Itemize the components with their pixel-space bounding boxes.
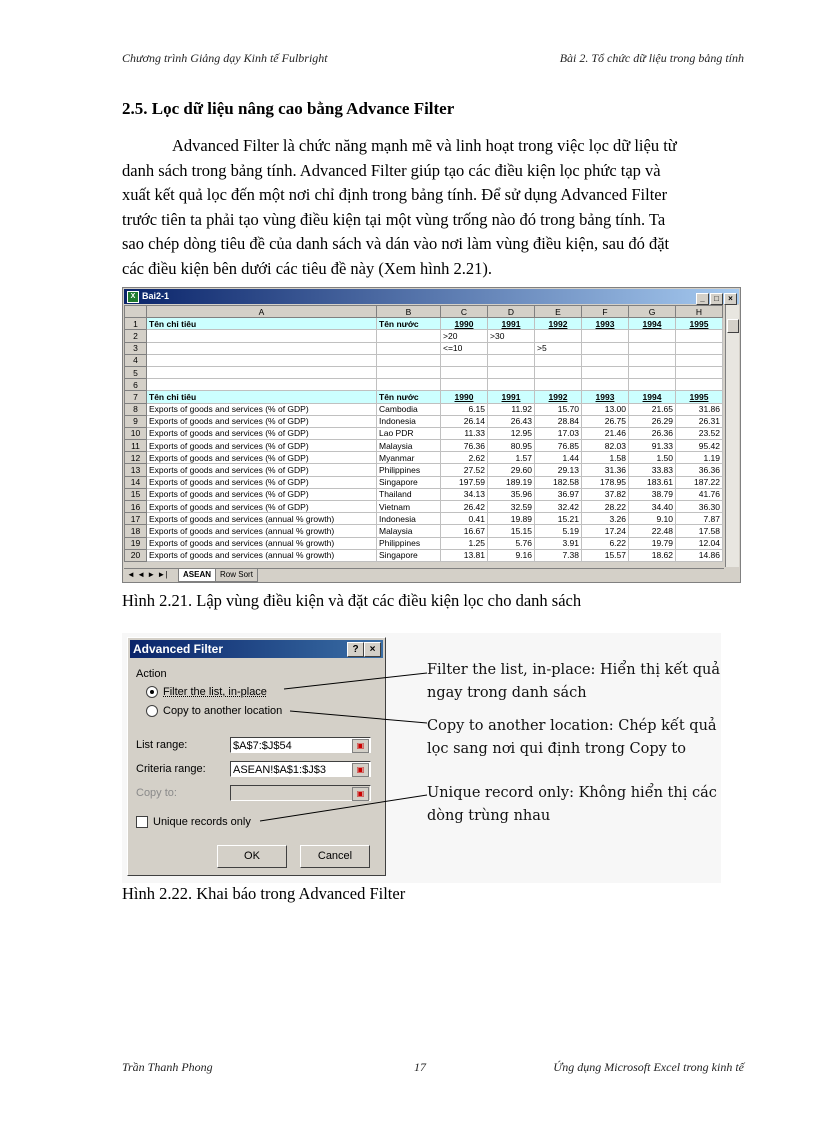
unique-records-label: Unique records only [153, 816, 251, 828]
help-button[interactable]: ? [347, 642, 364, 657]
sheet-cell[interactable]: 197.59 [441, 476, 488, 488]
row-header[interactable]: 1 [125, 318, 147, 330]
sheet-cell[interactable]: Singapore [377, 476, 441, 488]
sheet-cell[interactable]: Exports of goods and services (% of GDP) [147, 488, 377, 500]
figure-caption-2: Hình 2.22. Khai báo trong Advanced Filter [122, 884, 406, 903]
row-header[interactable]: 17 [125, 513, 147, 525]
sheet-cell[interactable]: 182.58 [535, 476, 582, 488]
sheet-cell[interactable]: 1.58 [582, 452, 629, 464]
sheet-cell[interactable]: 13.00 [582, 403, 629, 415]
sheet-row [125, 330, 723, 342]
sheet-cell[interactable] [629, 342, 676, 354]
sheet-cell[interactable]: 11.33 [441, 427, 488, 439]
annotation-3-line2: dòng trùng nhau [427, 808, 551, 824]
sheet-cell[interactable] [535, 366, 582, 378]
sheet-cell[interactable]: 27.52 [441, 464, 488, 476]
sheet-cell[interactable]: Thailand [377, 488, 441, 500]
body-paragraph [122, 134, 742, 281]
sheet-cell[interactable]: 6.15 [441, 403, 488, 415]
sheet-cell[interactable] [535, 379, 582, 391]
sheet-cell[interactable] [629, 379, 676, 391]
header-right: Bài 2. Tổ chức dữ liệu trong bảng tính [559, 51, 744, 65]
column-header-e[interactable]: E [535, 306, 582, 318]
sheet-cell[interactable]: 0.41 [441, 513, 488, 525]
sheet-cell[interactable] [488, 354, 535, 366]
sheet-cell[interactable] [582, 366, 629, 378]
sheet-cell[interactable]: 1.19 [676, 452, 723, 464]
sheet-row [125, 464, 723, 476]
sheet-row [125, 476, 723, 488]
sheet-cell[interactable] [377, 342, 441, 354]
radio-copy-label: Copy to another location [163, 705, 283, 717]
sheet-cell[interactable] [147, 366, 377, 378]
sheet-cell[interactable]: Singapore [377, 549, 441, 561]
sheet-cell[interactable]: 189.19 [488, 476, 535, 488]
sheet-cell[interactable]: Vietnam [377, 501, 441, 513]
sheet-cell[interactable]: 33.83 [629, 464, 676, 476]
footer-book-title: Ứng dụng Microsoft Excel trong kinh tế [553, 1060, 744, 1074]
sheet-cell[interactable]: 26.43 [488, 415, 535, 427]
paragraph-line: sao chép dòng tiêu đề của danh sách và dán vào nơi làm vùng điều kiện, sau đó đặt [122, 234, 670, 253]
paragraph-line: Advanced Filter là chức năng mạnh mẽ và linh hoạt trong việc lọc dữ liệu từ [172, 136, 677, 155]
sheet-cell[interactable]: 29.60 [488, 464, 535, 476]
sheet-cell[interactable]: 1990 [441, 391, 488, 403]
sheet-cell[interactable]: Exports of goods and services (annual % growth) [147, 549, 377, 561]
sheet-cell[interactable]: 18.62 [629, 549, 676, 561]
sheet-cell[interactable]: Exports of goods and services (% of GDP) [147, 464, 377, 476]
list-range-label: List range: [136, 739, 188, 751]
action-group-label: Action [136, 668, 167, 680]
sheet-cell[interactable]: 17.24 [582, 525, 629, 537]
sheet-row [125, 342, 723, 354]
sheet-cell[interactable]: 15.21 [535, 513, 582, 525]
sheet-cell[interactable]: 32.59 [488, 501, 535, 513]
sheet-cell[interactable]: Exports of goods and services (% of GDP) [147, 403, 377, 415]
sheet-cell[interactable]: >30 [488, 330, 535, 342]
sheet-cell[interactable]: 37.82 [582, 488, 629, 500]
column-header-h[interactable]: H [676, 306, 723, 318]
sheet-cell[interactable]: 1994 [629, 318, 676, 330]
sheet-row [125, 501, 723, 513]
sheet-cell[interactable] [147, 354, 377, 366]
row-header[interactable]: 18 [125, 525, 147, 537]
sheet-cell[interactable]: Malaysia [377, 440, 441, 452]
sheet-cell[interactable]: Indonesia [377, 513, 441, 525]
dialog-close-button[interactable]: × [364, 642, 381, 657]
tab-asean[interactable]: ASEAN [178, 569, 216, 582]
sheet-cell[interactable]: 5.19 [535, 525, 582, 537]
dialog-title: Advanced Filter [133, 642, 224, 656]
sheet-cell[interactable]: 1992 [535, 391, 582, 403]
sheet-cell[interactable]: 29.13 [535, 464, 582, 476]
sheet-cell[interactable]: <=10 [441, 342, 488, 354]
sheet-cell[interactable]: Tên chỉ tiêu [147, 391, 377, 403]
criteria-range-label: Criteria range: [136, 763, 206, 775]
sheet-row [125, 537, 723, 549]
sheet-cell[interactable]: 34.40 [629, 501, 676, 513]
collapse-dialog-icon[interactable]: ▣ [352, 787, 369, 801]
sheet-cell[interactable]: Exports of goods and services (annual % growth) [147, 525, 377, 537]
sheet-cell[interactable]: 31.86 [676, 403, 723, 415]
row-header[interactable]: 10 [125, 427, 147, 439]
sheet-cell[interactable]: 26.42 [441, 501, 488, 513]
sheet-cell[interactable]: 76.36 [441, 440, 488, 452]
close-button[interactable]: × [724, 293, 737, 305]
sheet-row [125, 488, 723, 500]
sheet-row [125, 427, 723, 439]
column-header-g[interactable]: G [629, 306, 676, 318]
sheet-cell[interactable]: 12.04 [676, 537, 723, 549]
sheet-row [125, 549, 723, 561]
sheet-cell[interactable]: Lao PDR [377, 427, 441, 439]
sheet-cell[interactable]: 11.92 [488, 403, 535, 415]
sheet-cell[interactable] [676, 342, 723, 354]
sheet-cell[interactable] [535, 354, 582, 366]
sheet-cell[interactable] [676, 354, 723, 366]
sheet-cell[interactable]: Tên nước [377, 318, 441, 330]
sheet-row [125, 440, 723, 452]
sheet-cell[interactable]: 1.50 [629, 452, 676, 464]
column-header-a[interactable]: A [147, 306, 377, 318]
sheet-cell[interactable]: Exports of goods and services (% of GDP) [147, 427, 377, 439]
sheet-cell[interactable] [441, 366, 488, 378]
sheet-cell[interactable] [676, 379, 723, 391]
sheet-cell[interactable] [629, 354, 676, 366]
sheet-cell[interactable]: 21.65 [629, 403, 676, 415]
tab-row-sort[interactable]: Row Sort [215, 569, 258, 582]
sheet-cell[interactable]: 6.22 [582, 537, 629, 549]
footer-page-number: 17 [414, 1060, 426, 1074]
annotation-line-2 [290, 711, 427, 723]
sheet-cell[interactable]: Philippines [377, 537, 441, 549]
sheet-cell[interactable] [582, 379, 629, 391]
sheet-cell[interactable]: 5.76 [488, 537, 535, 549]
sheet-cell[interactable]: 22.48 [629, 525, 676, 537]
sheet-cell[interactable]: 12.95 [488, 427, 535, 439]
annotation-line-1 [284, 673, 427, 689]
sheet-cell[interactable]: 28.22 [582, 501, 629, 513]
sheet-cell[interactable]: 26.36 [629, 427, 676, 439]
sheet-cell[interactable]: 1990 [441, 318, 488, 330]
sheet-cell[interactable]: 9.10 [629, 513, 676, 525]
sheet-cell[interactable] [535, 330, 582, 342]
sheet-cell[interactable]: 23.52 [676, 427, 723, 439]
sheet-cell[interactable]: 26.75 [582, 415, 629, 427]
sheet-cell[interactable] [147, 379, 377, 391]
paragraph-line: các điều kiện bên dưới các tiêu đề này (Xem hình 2.21). [122, 258, 492, 278]
sheet-cell[interactable]: 1.25 [441, 537, 488, 549]
sheet-cell[interactable]: 36.97 [535, 488, 582, 500]
sheet-cell[interactable]: 3.91 [535, 537, 582, 549]
sheet-cell[interactable]: Exports of goods and services (% of GDP) [147, 501, 377, 513]
spreadsheet-titlebar [124, 289, 739, 304]
row-header[interactable]: 12 [125, 452, 147, 464]
row-header[interactable]: 8 [125, 403, 147, 415]
sheet-cell[interactable]: 28.84 [535, 415, 582, 427]
sheet-cell[interactable]: Exports of goods and services (% of GDP) [147, 415, 377, 427]
list-range-value: $A$7:$J$54 [233, 740, 292, 752]
sheet-cell[interactable]: 17.58 [676, 525, 723, 537]
sheet-cell[interactable]: 3.26 [582, 513, 629, 525]
sheet-cell[interactable]: 91.33 [629, 440, 676, 452]
sheet-row [125, 318, 723, 330]
sheet-cell[interactable]: 1995 [676, 318, 723, 330]
sheet-cell[interactable] [582, 342, 629, 354]
annotation-2-line2: lọc sang nơi qui định trong Copy to [427, 741, 686, 757]
annotation-1-line2: ngay trong danh sách [427, 685, 587, 701]
sheet-row [125, 379, 723, 391]
sheet-cell[interactable]: Tên nước [377, 391, 441, 403]
row-header[interactable]: 19 [125, 537, 147, 549]
sheet-cell[interactable]: 13.81 [441, 549, 488, 561]
sheet-cell[interactable]: Malaysia [377, 525, 441, 537]
paragraph-line: xuất kết quả lọc đến một nơi chỉ định trong bảng tính. Để sử dụng Advanced Filter [122, 185, 668, 204]
paragraph-line: danh sách trong bảng tính. Advanced Filter giúp tạo các điều kiện lọc phức tạp và [122, 160, 661, 180]
sheet-cell[interactable] [676, 330, 723, 342]
sheet-cell[interactable]: 26.29 [629, 415, 676, 427]
sheet-cell[interactable]: 15.15 [488, 525, 535, 537]
sheet-cell[interactable]: 187.22 [676, 476, 723, 488]
radio-filter-label: Filter the list, in-place [163, 686, 267, 698]
collapse-dialog-icon[interactable]: ▣ [352, 739, 369, 753]
vertical-scrollbar[interactable] [725, 305, 739, 567]
sheet-cell[interactable]: Exports of goods and services (annual % growth) [147, 537, 377, 549]
sheet-cell[interactable] [582, 354, 629, 366]
sheet-cell[interactable]: 1993 [582, 391, 629, 403]
sheet-cell[interactable] [629, 330, 676, 342]
sheet-cell[interactable]: 16.67 [441, 525, 488, 537]
sheet-cell[interactable] [377, 379, 441, 391]
sheet-cell[interactable] [147, 342, 377, 354]
sheet-cell[interactable]: 26.31 [676, 415, 723, 427]
row-header[interactable]: 3 [125, 342, 147, 354]
sheet-cell[interactable]: 1992 [535, 318, 582, 330]
collapse-dialog-icon[interactable]: ▣ [352, 763, 369, 777]
sheet-row [125, 403, 723, 415]
sheet-cell[interactable] [441, 354, 488, 366]
scroll-thumb[interactable] [727, 319, 739, 333]
sheet-cell[interactable]: 1995 [676, 391, 723, 403]
sheet-cell[interactable]: Philippines [377, 464, 441, 476]
sheet-cell[interactable]: 36.36 [676, 464, 723, 476]
annotation-2-line1: Copy to another location: Chép kết quả [427, 718, 717, 734]
sheet-cell[interactable]: 17.03 [535, 427, 582, 439]
column-header-d[interactable]: D [488, 306, 535, 318]
sheet-cell[interactable]: 34.13 [441, 488, 488, 500]
figure-caption-1: Hình 2.21. Lập vùng điều kiện và đặt các điều kiện lọc cho danh sách [122, 591, 582, 610]
sheet-cell[interactable] [377, 366, 441, 378]
sheet-cell[interactable]: 1.57 [488, 452, 535, 464]
sheet-nav-arrows[interactable]: ◄ ◄ ► ►| [127, 570, 168, 579]
sheet-cell[interactable]: 32.42 [535, 501, 582, 513]
sheet-cell[interactable] [629, 366, 676, 378]
sheet-cell[interactable]: 1994 [629, 391, 676, 403]
sheet-cell[interactable]: 9.16 [488, 549, 535, 561]
sheet-row [125, 452, 723, 464]
sheet-row [125, 366, 723, 378]
sheet-cell[interactable]: 36.30 [676, 501, 723, 513]
row-header[interactable]: 14 [125, 476, 147, 488]
sheet-cell[interactable]: 76.85 [535, 440, 582, 452]
sheet-tab-bar [124, 568, 724, 581]
row-header[interactable]: 20 [125, 549, 147, 561]
sheet-cell[interactable]: 15.70 [535, 403, 582, 415]
annotation-1-line1: Filter the list, in-place: Hiển thị kết quả [427, 662, 721, 678]
column-header-b[interactable]: B [377, 306, 441, 318]
sheet-cell[interactable]: >5 [535, 342, 582, 354]
row-header[interactable]: 13 [125, 464, 147, 476]
row-header[interactable]: 4 [125, 354, 147, 366]
row-header[interactable]: 9 [125, 415, 147, 427]
sheet-cell[interactable]: 82.03 [582, 440, 629, 452]
column-header-f[interactable]: F [582, 306, 629, 318]
copy-to-label: Copy to: [136, 787, 177, 799]
row-header[interactable]: 16 [125, 501, 147, 513]
sheet-cell[interactable]: 1993 [582, 318, 629, 330]
sheet-row [125, 391, 723, 403]
sheet-row [125, 354, 723, 366]
section-title: 2.5. Lọc dữ liệu nâng cao bằng Advance Filter [122, 99, 455, 118]
sheet-cell[interactable]: 15.57 [582, 549, 629, 561]
spreadsheet-window [122, 287, 741, 583]
sheet-cell[interactable]: 38.79 [629, 488, 676, 500]
sheet-cell[interactable]: 183.61 [629, 476, 676, 488]
sheet-cell[interactable]: 1.44 [535, 452, 582, 464]
sheet-table [124, 305, 723, 562]
row-header[interactable]: 6 [125, 379, 147, 391]
sheet-cell[interactable]: 26.14 [441, 415, 488, 427]
sheet-cell[interactable] [676, 366, 723, 378]
minimize-button[interactable]: _ [696, 293, 709, 305]
criteria-range-value: ASEAN!$A$1:$J$3 [233, 764, 326, 776]
sheet-cell[interactable]: 178.95 [582, 476, 629, 488]
maximize-button[interactable]: □ [710, 293, 723, 305]
sheet-cell[interactable]: Myanmar [377, 452, 441, 464]
sheet-cell[interactable] [582, 330, 629, 342]
sheet-cell[interactable]: 19.89 [488, 513, 535, 525]
window-title: Bai2-1 [142, 291, 170, 301]
row-header[interactable]: 7 [125, 391, 147, 403]
header-left: Chương trình Giảng dạy Kinh tế Fulbright [122, 51, 328, 65]
sheet-cell[interactable] [147, 330, 377, 342]
sheet-cell[interactable]: 1991 [488, 391, 535, 403]
sheet-grid [124, 305, 727, 562]
paragraph-line: trước tiên ta phải tạo vùng điều kiện tại một vùng trống nào đó trong bảng tính. Ta [122, 209, 666, 229]
row-header[interactable]: 15 [125, 488, 147, 500]
sheet-cell[interactable]: Indonesia [377, 415, 441, 427]
annotation-line-3 [260, 795, 427, 821]
sheet-cell[interactable]: 80.95 [488, 440, 535, 452]
sheet-cell[interactable]: 7.87 [676, 513, 723, 525]
row-header[interactable]: 11 [125, 440, 147, 452]
sheet-cell[interactable]: Exports of goods and services (annual % growth) [147, 513, 377, 525]
footer-author: Trần Thanh Phong [122, 1060, 213, 1074]
sheet-row [125, 525, 723, 537]
sheet-cell[interactable] [488, 342, 535, 354]
sheet-cell[interactable]: 19.79 [629, 537, 676, 549]
row-header[interactable]: 2 [125, 330, 147, 342]
sheet-cell[interactable]: 21.46 [582, 427, 629, 439]
sheet-cell[interactable]: 1991 [488, 318, 535, 330]
sheet-cell[interactable]: 2.62 [441, 452, 488, 464]
sheet-row [125, 513, 723, 525]
annotation-3-line1: Unique record only: Không hiển thị các [427, 785, 717, 801]
row-header[interactable]: 5 [125, 366, 147, 378]
sheet-cell[interactable]: 95.42 [676, 440, 723, 452]
sheet-cell[interactable]: 7.38 [535, 549, 582, 561]
sheet-row [125, 415, 723, 427]
sheet-cell[interactable]: 35.96 [488, 488, 535, 500]
sheet-cell[interactable]: Exports of goods and services (% of GDP) [147, 440, 377, 452]
sheet-cell[interactable]: 41.76 [676, 488, 723, 500]
sheet-cell[interactable]: 31.36 [582, 464, 629, 476]
sheet-cell[interactable] [377, 354, 441, 366]
excel-icon: X [127, 291, 139, 303]
sheet-cell[interactable] [488, 379, 535, 391]
sheet-cell[interactable]: Exports of goods and services (% of GDP) [147, 452, 377, 464]
sheet-cell[interactable]: Exports of goods and services (% of GDP) [147, 476, 377, 488]
sheet-cell[interactable]: 14.86 [676, 549, 723, 561]
ok-button[interactable]: OK [217, 845, 287, 868]
sheet-cell[interactable] [488, 366, 535, 378]
cancel-button[interactable]: Cancel [300, 845, 370, 868]
corner-cell[interactable] [125, 306, 147, 318]
sheet-cell[interactable]: Tên chỉ tiêu [147, 318, 377, 330]
column-header-c[interactable]: C [441, 306, 488, 318]
sheet-cell[interactable]: Cambodia [377, 403, 441, 415]
sheet-cell[interactable] [441, 379, 488, 391]
sheet-cell[interactable]: >20 [441, 330, 488, 342]
sheet-cell[interactable] [377, 330, 441, 342]
